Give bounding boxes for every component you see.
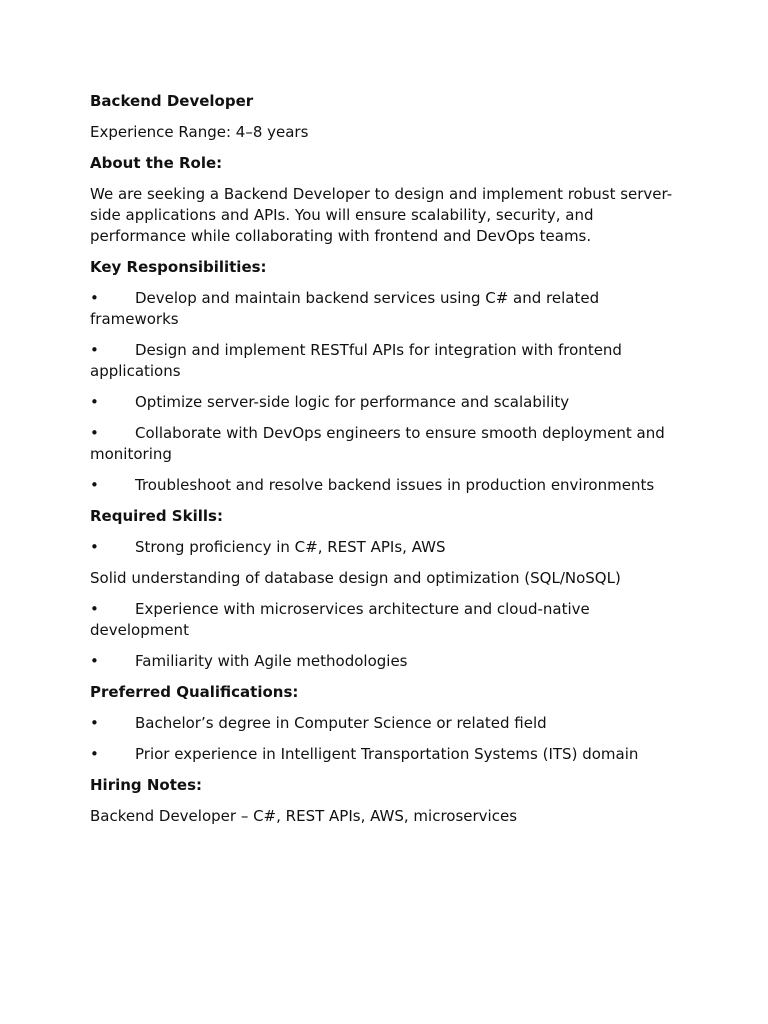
skill-text: Strong proficiency in C#, REST APIs, AWS bbox=[135, 538, 446, 556]
about-text: We are seeking a Backend Developer to design and implement robust server-side applications and APIs. You will ensure scalability, security, and performance while collaborating with frontend and DevOps teams. bbox=[90, 185, 673, 245]
bullet-mark: • bbox=[90, 652, 99, 670]
bullet-mark: • bbox=[90, 393, 99, 411]
preferred-text: Bachelor’s degree in Computer Science or related field bbox=[135, 714, 547, 732]
preferred-text: Prior experience in Intelligent Transportation Systems (ITS) domain bbox=[135, 745, 639, 763]
skill-item bbox=[90, 651, 690, 672]
about-heading: About the Role: bbox=[90, 154, 223, 172]
bullet-mark: • bbox=[90, 289, 99, 307]
bullet-mark: • bbox=[90, 600, 99, 618]
responsibility-text: Troubleshoot and resolve backend issues in production environments bbox=[135, 476, 655, 494]
hiring-heading: Hiring Notes: bbox=[90, 776, 203, 794]
responsibility-item bbox=[90, 288, 690, 330]
skill-item bbox=[90, 537, 690, 558]
skill-text: Familiarity with Agile methodologies bbox=[135, 652, 408, 670]
responsibilities-heading: Key Responsibilities: bbox=[90, 258, 267, 276]
preferred-item bbox=[90, 744, 690, 765]
skills-heading: Required Skills: bbox=[90, 507, 223, 525]
responsibility-text: Develop and maintain backend services using C# and related frameworks bbox=[90, 289, 600, 328]
job-title: Backend Developer bbox=[90, 92, 254, 110]
responsibility-text: Collaborate with DevOps engineers to ensure smooth deployment and monitoring bbox=[90, 424, 665, 463]
bullet-mark: • bbox=[90, 424, 99, 442]
skill-plain-text: Solid understanding of database design and optimization (SQL/NoSQL) bbox=[90, 569, 621, 587]
bullet-mark: • bbox=[90, 745, 99, 763]
document-body bbox=[90, 91, 690, 837]
responsibility-text: Design and implement RESTful APIs for integration with frontend applications bbox=[90, 341, 622, 380]
bullet-mark: • bbox=[90, 341, 99, 359]
responsibility-item bbox=[90, 392, 690, 413]
responsibility-item bbox=[90, 340, 690, 382]
preferred-item bbox=[90, 713, 690, 734]
skill-text: Experience with microservices architecture and cloud-native development bbox=[90, 600, 590, 639]
bullet-mark: • bbox=[90, 538, 99, 556]
responsibility-text: Optimize server-side logic for performance and scalability bbox=[135, 393, 570, 411]
experience-range: Experience Range: 4–8 years bbox=[90, 123, 309, 141]
responsibility-item bbox=[90, 423, 690, 465]
hiring-text: Backend Developer – C#, REST APIs, AWS, microservices bbox=[90, 807, 518, 825]
skill-item bbox=[90, 599, 690, 641]
bullet-mark: • bbox=[90, 476, 99, 494]
bullet-mark: • bbox=[90, 714, 99, 732]
responsibility-item bbox=[90, 475, 690, 496]
preferred-heading: Preferred Qualifications: bbox=[90, 683, 299, 701]
